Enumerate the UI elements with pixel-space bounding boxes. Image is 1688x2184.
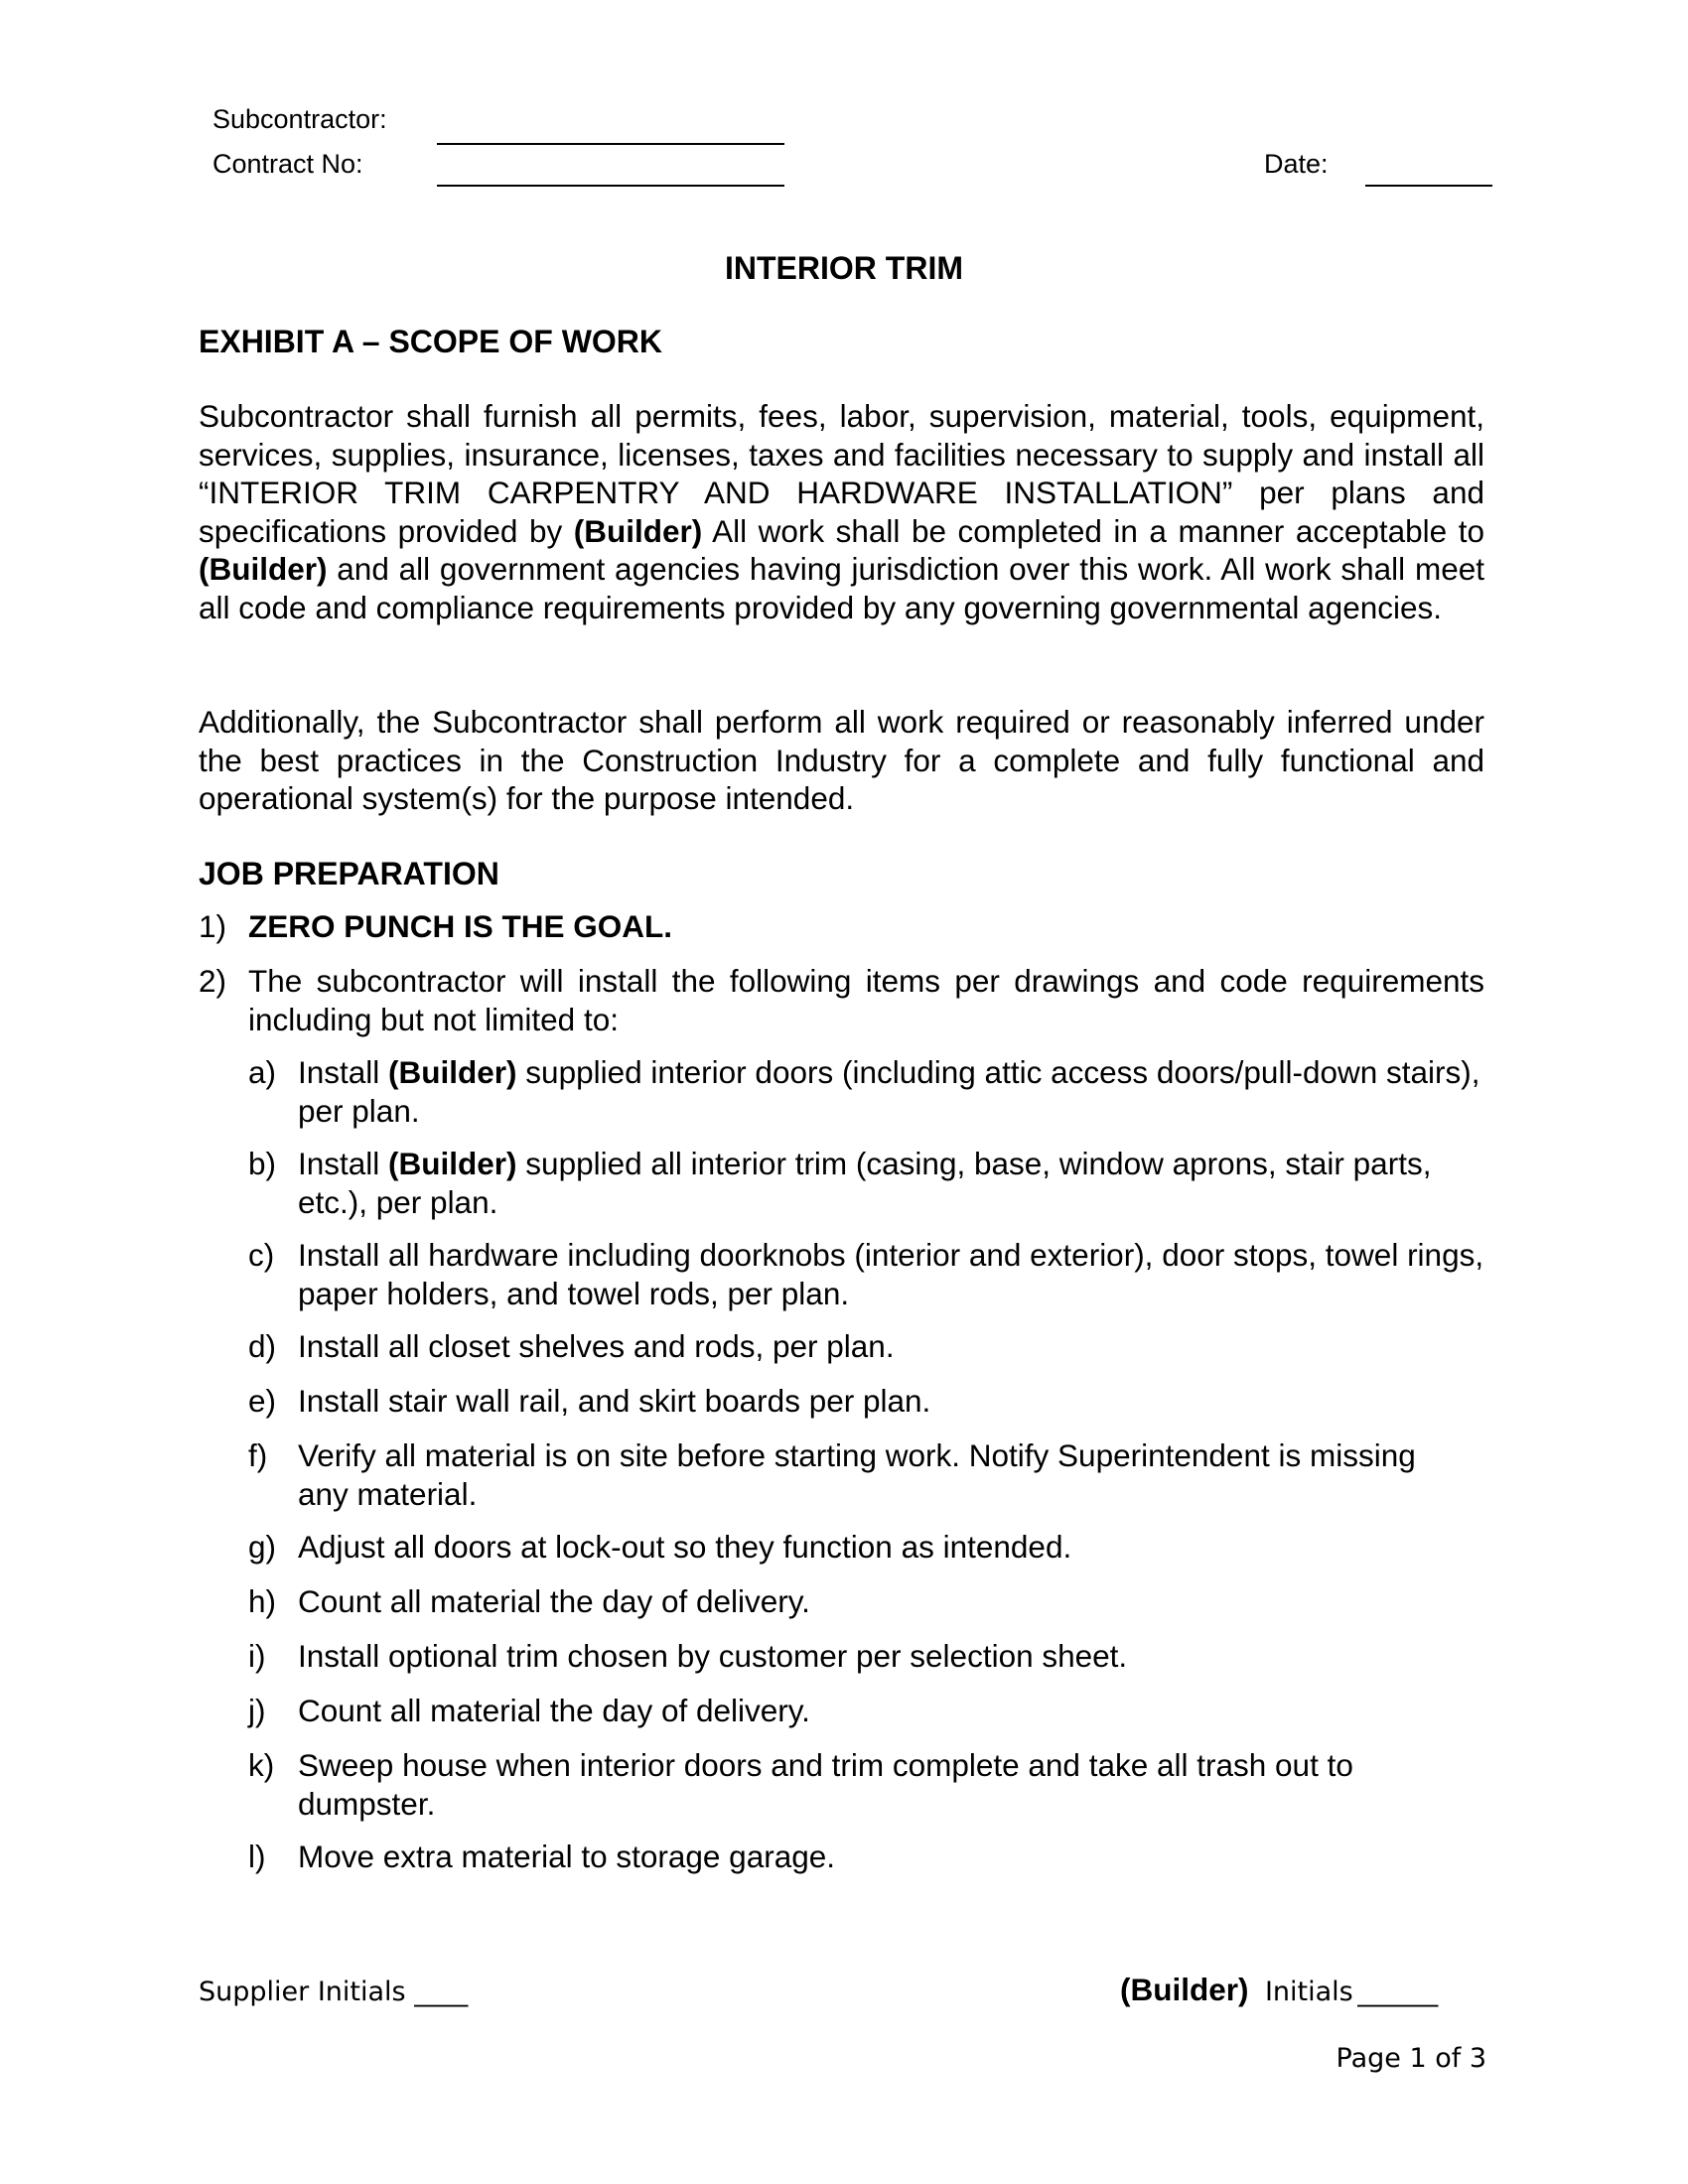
list-item [248,1145,1484,1221]
list-item [248,1692,1484,1730]
numbered-item [199,962,1484,1038]
supplier-initials-field[interactable]: ____ [414,1977,469,2007]
list-item [248,1053,1484,1130]
job-preparation-heading: JOB PREPARATION [199,856,499,891]
item-text: Install [298,1146,389,1181]
list-item [248,1327,1484,1366]
item-marker: e) [248,1383,277,1419]
scope-text-1: Subcontractor shall furnish all permits, fees, labor, supervision, material, tools, equipment, services, supplies, insurance, licenses, taxes and facilities necessary to supply and install all “INTERIOR TRIM CARPENTRY AND HARDWARE INSTALLATION” per plans and specifications provided by [199,398,1484,549]
item-text: Sweep house when interior doors and trim complete and take all trash out to dumpster. [298,1747,1353,1822]
item-text: Install all hardware including doorknobs (interior and exterior), door stops, towel rings, paper holders, and towel rods, per plan. [298,1237,1484,1311]
item-text: Verify all material is on site before starting work. Notify Superintendent is missing any material. [298,1437,1416,1512]
item-text: Adjust all doors at lock-out so they function as intended. [298,1529,1072,1565]
exhibit-heading: EXHIBIT A – SCOPE OF WORK [199,324,662,359]
list-item [248,1637,1484,1676]
item-marker: j) [248,1693,266,1728]
scope-text-3: and all government agencies having jurisdiction over this work. All work shall meet all code and compliance requirements provided by any governing governmental agencies. [199,551,1484,625]
item-marker: k) [248,1747,275,1783]
list-item [248,1528,1484,1567]
item-marker: 1) [199,908,227,944]
numbered-item [199,907,1484,946]
item-text: supplied all interior trim (casing, base, window aprons, stair parts, etc.), per plan. [298,1146,1432,1220]
item-marker: d) [248,1328,277,1364]
item-text: Count all material the day of delivery. [298,1583,810,1619]
document-title: INTERIOR TRIM [725,250,963,286]
item-text: Install optional trim chosen by customer per selection sheet. [298,1638,1128,1674]
supplier-initials-label: Supplier Initials [199,1977,406,2007]
item-text: Install [298,1054,389,1090]
item-text: The subcontractor will install the following items per drawings and code requirements including but not limited to: [248,963,1484,1037]
subcontractor-field[interactable] [437,117,784,145]
list-item [248,1838,1484,1876]
item-marker: l) [248,1839,266,1874]
list-item [248,1382,1484,1421]
item-text: supplied interior doors (including attic access doors/pull-down stairs), per plan. [298,1054,1480,1129]
date-label: Date: [1264,149,1329,179]
item-text: Install all closet shelves and rods, per plan. [298,1328,895,1364]
item-text: Install stair wall rail, and skirt boards per plan. [298,1383,931,1419]
builder-initials [1120,1972,1438,2008]
builder-name: (Builder) [199,551,328,587]
subcontractor-label: Subcontractor: [212,104,387,134]
contract-no-label: Contract No: [212,149,363,179]
item-text: Count all material the day of delivery. [298,1693,810,1728]
additional-paragraph: Additionally, the Subcontractor shall perform all work required or reasonably inferred under the best practices in the Construction Industry for a complete and fully functional and operational system(s) for the purpose intended. [199,704,1484,816]
builder-name: (Builder) [1120,1972,1249,2007]
item-marker: f) [248,1437,268,1473]
item-marker: a) [248,1054,277,1090]
item-text: ZERO PUNCH IS THE GOAL. [248,908,673,944]
page-number: Page 1 of 3 [1336,2043,1486,2074]
item-marker: b) [248,1146,277,1181]
list-item [248,1582,1484,1621]
contract-no-field[interactable] [437,159,784,187]
list-item [248,1746,1484,1823]
list-item [248,1436,1484,1513]
item-text: Move extra material to storage garage. [298,1839,836,1874]
item-marker: 2) [199,963,227,999]
list-item [248,1236,1484,1312]
builder-name: (Builder) [573,512,703,549]
scope-text-2: All work shall be completed in a manner acceptable to [702,512,1484,549]
builder-name: (Builder) [388,1054,517,1090]
date-field[interactable] [1365,159,1492,187]
supplier-initials [199,1977,468,2007]
item-marker: h) [248,1583,277,1619]
item-marker: i) [248,1638,266,1674]
item-marker: g) [248,1529,277,1565]
builder-initials-label: Initials [1264,1977,1353,2007]
scope-paragraph [199,397,1484,626]
builder-name: (Builder) [388,1146,517,1181]
builder-initials-field[interactable]: ______ [1357,1977,1439,2007]
item-marker: c) [248,1237,275,1273]
